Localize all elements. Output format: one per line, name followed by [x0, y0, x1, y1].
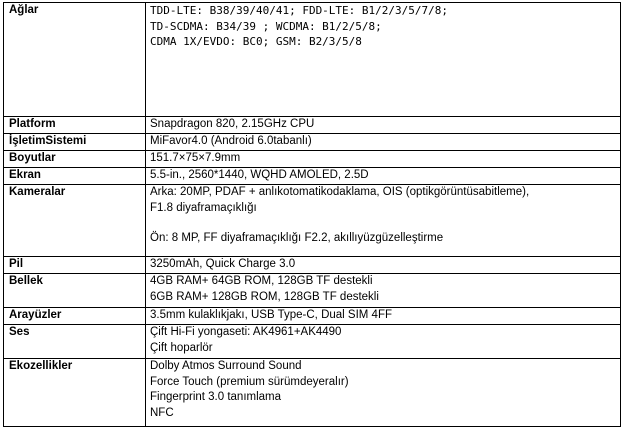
- value-line: Snapdragon 820, 2.15GHz CPU: [150, 118, 315, 130]
- value-line: TD-SCDMA: B34/39 ; WCDMA: B1/2/5/8;: [150, 19, 382, 33]
- table-row-battery: [4, 257, 621, 274]
- value-line: Çift hoparlör: [150, 341, 213, 354]
- row-value: [146, 359, 621, 427]
- value-line: Çift Hi-Fi yongaseti: AK4961+AK4490: [150, 326, 342, 338]
- value-line: Force Touch (premium sürümdeyeralır): [150, 375, 349, 388]
- row-label: Platform: [4, 117, 146, 134]
- table-row-dimensions: [4, 151, 621, 168]
- table-row-features: [4, 359, 621, 427]
- table-row-os: [4, 134, 621, 151]
- row-value: [146, 151, 621, 168]
- row-label: Ağlar: [4, 3, 146, 117]
- row-label: Ses: [4, 325, 146, 359]
- row-label: Arayüzler: [4, 308, 146, 325]
- row-label: Bellek: [4, 274, 146, 308]
- spec-table: [3, 2, 621, 427]
- value-line: MiFavor4.0 (Android 6.0tabanlı): [150, 135, 312, 147]
- value-line: 5.5-in., 2560*1440, WQHD AMOLED, 2.5D: [150, 169, 369, 181]
- value-line: Fingerprint 3.0 tanımlama: [150, 391, 282, 403]
- row-value: [146, 257, 621, 274]
- row-label: Pil: [4, 257, 146, 274]
- table-row-cameras: [4, 185, 621, 257]
- row-label: Kameralar: [4, 185, 146, 257]
- row-value: [146, 117, 621, 134]
- row-value: [146, 185, 621, 257]
- table-row-audio: [4, 325, 621, 359]
- value-line: 3250mAh, Quick Charge 3.0: [150, 258, 296, 270]
- row-label: İşletimSistemi: [4, 134, 146, 151]
- value-line: 3.5mm kulaklıkjakı, USB Type-C, Dual SIM 4FF: [150, 309, 392, 321]
- table-row-display: [4, 168, 621, 185]
- value-line: Arka: 20MP, PDAF + anlıkotomatikodaklama, OIS (optikgörüntüsabitleme),: [150, 186, 530, 198]
- value-line: CDMA 1X/EVDO: BC0; GSM: B2/3/5/8: [150, 35, 362, 48]
- table-row-memory: [4, 274, 621, 308]
- table-row-platform: [4, 117, 621, 134]
- row-label: Ekozellikler: [4, 359, 146, 427]
- value-line: NFC: [150, 406, 174, 419]
- row-value: [146, 325, 621, 359]
- table-row-networks: [4, 3, 621, 117]
- row-value: [146, 274, 621, 308]
- value-line: F1.8 diyaframaçıklığı: [150, 201, 257, 214]
- value-line: Ön: 8 MP, FF diyaframaçıklığı F2.2, akıllıyüzgüzelleştirme: [150, 232, 444, 244]
- spacer: [150, 216, 616, 231]
- table-row-interfaces: [4, 308, 621, 325]
- row-value: [146, 308, 621, 325]
- value-line: 151.7×75×7.9mm: [150, 152, 241, 164]
- value-line: 4GB RAM+ 64GB ROM, 128GB TF destekli: [150, 275, 373, 287]
- row-value: [146, 134, 621, 151]
- row-label: Ekran: [4, 168, 146, 185]
- row-value: [146, 3, 621, 117]
- value-line: Dolby Atmos Surround Sound: [150, 360, 302, 372]
- value-line: 6GB RAM+ 128GB ROM, 128GB TF destekli: [150, 290, 379, 303]
- value-line: TDD-LTE: B38/39/40/41; FDD-LTE: B1/2/3/5/7/8;: [150, 4, 449, 17]
- row-label: Boyutlar: [4, 151, 146, 168]
- row-value: [146, 168, 621, 185]
